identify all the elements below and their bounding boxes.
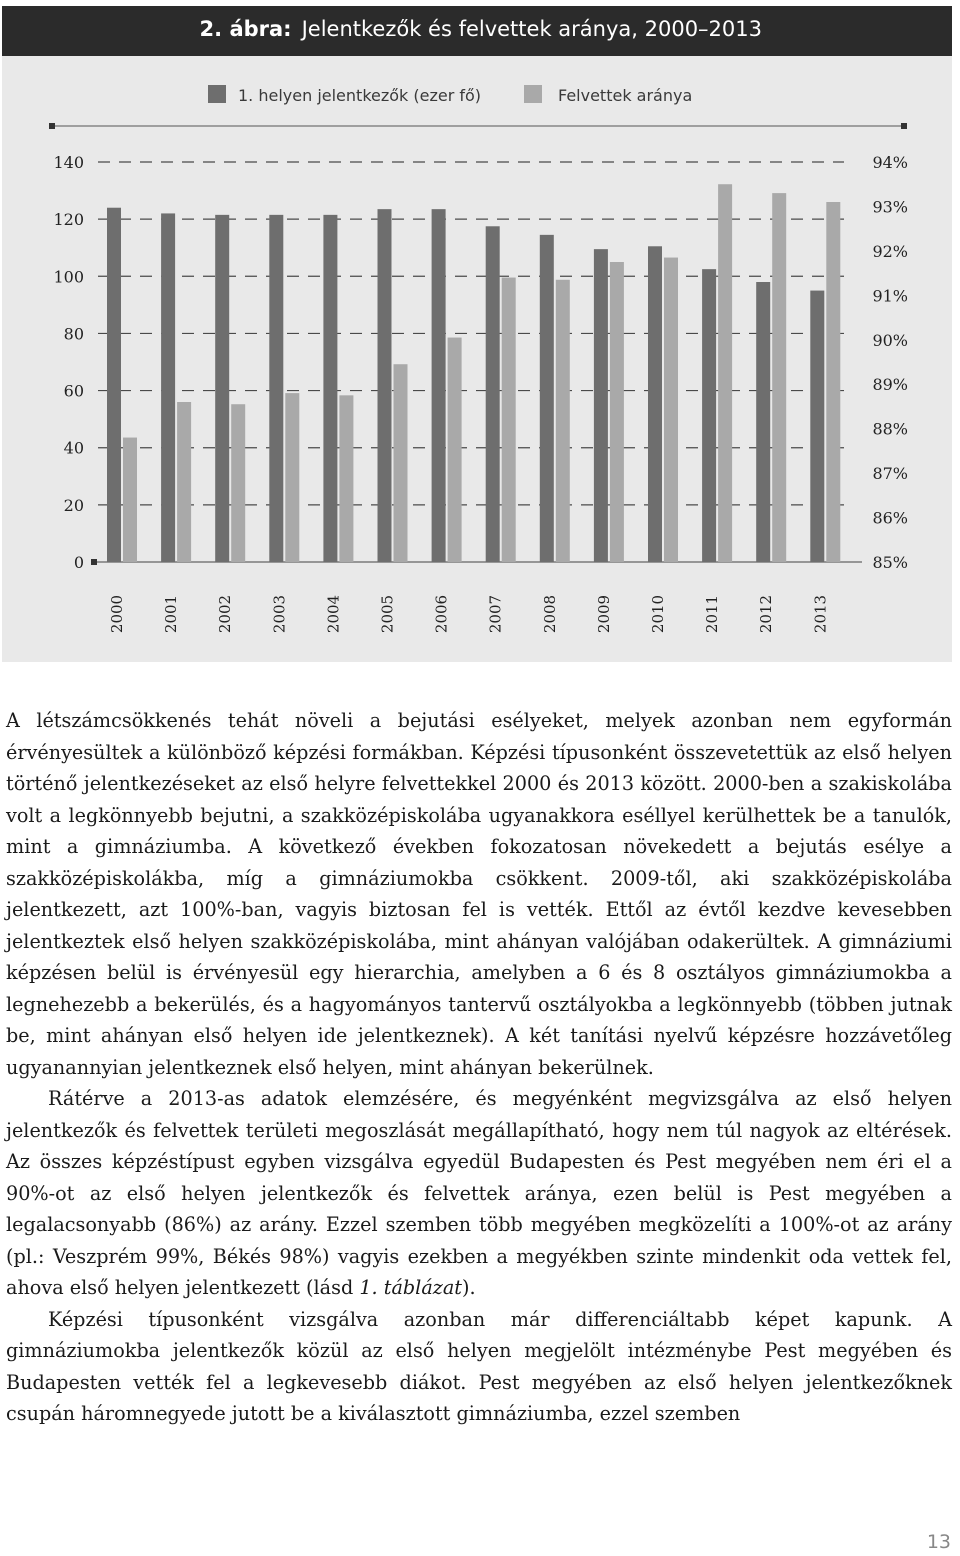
- x-tick-label: 2010: [649, 594, 667, 634]
- y-left-tick-label: 120: [53, 210, 84, 230]
- bar-admitted-2001: [177, 402, 191, 562]
- y-right-tick-label: 90%: [872, 330, 908, 350]
- paragraph-2: [6, 1083, 952, 1304]
- bar-applicants-2006: [432, 209, 446, 562]
- bar-applicants-2003: [269, 215, 283, 562]
- y-right-tick-label: 93%: [872, 197, 908, 217]
- bar-applicants-2008: [540, 235, 554, 562]
- bar-admitted-2011: [718, 184, 732, 562]
- y-right-tick-label: 94%: [872, 153, 908, 172]
- bar-admitted-2002: [231, 404, 245, 562]
- y-left-tick-label: 140: [53, 153, 84, 172]
- paragraph-2-text: Rátérve a 2013-as adatok elemzésére, és megyénként megvizsgálva az első helyen jelentkezők és felvettek területi megoszlását megállapítható, hogy nem túl nagyok az eltérések. Az összes képzéstípust egyben vizsgálva egyedül Budapesten és Pest megyében nem éri el a 90%-ot az első helyen jelentkezők és felvettek aránya, ezen belül is Pest megyében a legalacsonyabb (86%) az arány. Ezzel szemben több megyében megközelíti a 100%-ot az arány (pl.: Veszprém 99%, Békés 98%) vagyis ezekben a megyékben szinte mindenkit oda vettek fel, ahova első helyen jelentkezett (lásd: [6, 1087, 952, 1299]
- bar-admitted-2008: [556, 280, 570, 562]
- legend-label-1: 1. helyen jelentkezők (ezer fő): [238, 86, 482, 105]
- bar-applicants-2009: [594, 249, 608, 562]
- page-number: 13: [926, 1531, 951, 1553]
- bar-admitted-2009: [610, 262, 624, 562]
- y-right-tick-label: 89%: [872, 375, 908, 395]
- baseline-marker: [91, 559, 97, 565]
- y-right-tick-label: 85%: [872, 553, 908, 572]
- figure-label: 2. ábra:: [199, 17, 292, 41]
- x-tick-label: 2000: [108, 594, 126, 634]
- bar-applicants-2005: [378, 209, 392, 562]
- y-right-tick-label: 91%: [872, 286, 908, 306]
- chart: [2, 6, 952, 662]
- bar-applicants-2010: [648, 246, 662, 562]
- x-tick-label: 2006: [432, 594, 451, 634]
- y-right-tick-label: 92%: [872, 241, 908, 261]
- y-left-tick-label: 40: [63, 438, 84, 458]
- x-tick-label: 2008: [540, 594, 559, 634]
- y-left-tick-label: 0: [73, 553, 84, 572]
- bar-admitted-2004: [339, 395, 353, 562]
- bar-admitted-2007: [502, 278, 516, 562]
- y-left-tick-label: 80: [63, 324, 84, 344]
- y-left-tick-label: 20: [63, 495, 84, 515]
- body-text: [6, 705, 952, 1430]
- bar-applicants-2012: [756, 282, 770, 562]
- legend-swatch-1: [208, 85, 226, 103]
- legend-label-2: Felvettek aránya: [558, 86, 693, 105]
- x-tick-label: 2002: [216, 594, 235, 634]
- y-right-tick-label: 88%: [872, 419, 908, 439]
- y-right-tick-label: 87%: [872, 464, 908, 484]
- x-tick-label: 2009: [594, 594, 613, 634]
- bar-admitted-2013: [826, 202, 840, 562]
- bar-applicants-2013: [810, 291, 824, 562]
- y-right-tick-label: 86%: [872, 508, 908, 528]
- bar-applicants-2000: [107, 208, 121, 562]
- y-left-tick-label: 60: [63, 381, 84, 401]
- x-tick-label: 2004: [324, 594, 343, 634]
- bar-applicants-2002: [215, 215, 229, 562]
- x-tick-label: 2007: [486, 594, 505, 634]
- paragraph-2-end: ).: [462, 1276, 476, 1299]
- top-rule-marker-left: [49, 123, 55, 129]
- top-rule-marker-right: [901, 123, 907, 129]
- x-tick-label: 2011: [703, 594, 722, 634]
- bar-applicants-2007: [486, 226, 500, 562]
- x-tick-label: 2005: [378, 594, 397, 634]
- y-left-tick-label: 100: [53, 267, 84, 287]
- bar-applicants-2001: [161, 213, 175, 562]
- bar-admitted-2010: [664, 258, 678, 562]
- bar-admitted-2012: [772, 193, 786, 562]
- x-tick-label: 2013: [811, 594, 830, 634]
- bar-admitted-2003: [285, 393, 299, 562]
- bar-applicants-2004: [323, 215, 337, 562]
- x-tick-label: 2003: [270, 594, 289, 634]
- paragraph-1: A létszámcsökkenés tehát növeli a bejutási esélyeket, melyek azonban nem egyformán érvényesültek a különböző képzési formákban. Képzési típusonként összevetettük az első helyen történő jelentkezéseket az első helyre felvettekkel 2000 és 2013 között. 2000-ben a szakiskolába volt a legkönnyebb bejutni, a szakközépiskolába ugyanakkora eséllyel kerülhettek be a tanulók, mint a gimnáziumba. A következő években fokozatosan növekedett a bejutás esélye a szakközépiskolákba, míg a gimnáziumokba csökkent. 2009-től, aki szakközépiskolába jelentkezett, azt 100%-ban, vagyis biztosan fel is vették. Ettől az évtől kezdve kevesebben jelentkeztek első helyen szakközépiskolába, mint ahányan valójában odakerültek. A gimnáziumi képzésen belül is érvényesül egy hierarchia, amelyben a 6 és 8 osztályos gimnáziumokba a legnehezebb a bekerülés, és a hagyományos tantervű osztályokba a legkönnyebb (többen jutnak be, mint ahányan első helyen ide jelentkeznek). A két tanítási nyelvű képzésre hozzávetőleg ugyanannyian jelentkeznek első helyen, mint ahányan bekerülnek.: [6, 709, 952, 1079]
- figure-title: Jelentkezők és felvettek aránya, 2000–2013: [301, 17, 762, 41]
- bar-applicants-2011: [702, 269, 716, 562]
- figure-panel: [2, 6, 952, 662]
- legend-swatch-2: [524, 85, 542, 103]
- paragraph-3: Képzési típusonként vizsgálva azonban már differenciáltabb képet kapunk. A gimnáziumokba jelentkezők közül az első helyen megjelölt intézménybe Pest megyében és Budapesten vették fel a legkevesebb diákot. Pest megyében az első helyen jelentkezőknek csupán háromnegyede jutott be a kiválasztott gimnáziumba, ezzel szemben: [6, 1307, 952, 1425]
- table-reference: 1. táblázat: [359, 1276, 463, 1299]
- bar-admitted-2006: [448, 338, 462, 562]
- x-tick-label: 2012: [757, 594, 776, 634]
- bar-admitted-2005: [394, 364, 408, 562]
- bar-admitted-2000: [123, 438, 137, 562]
- x-tick-label: 2001: [162, 594, 181, 634]
